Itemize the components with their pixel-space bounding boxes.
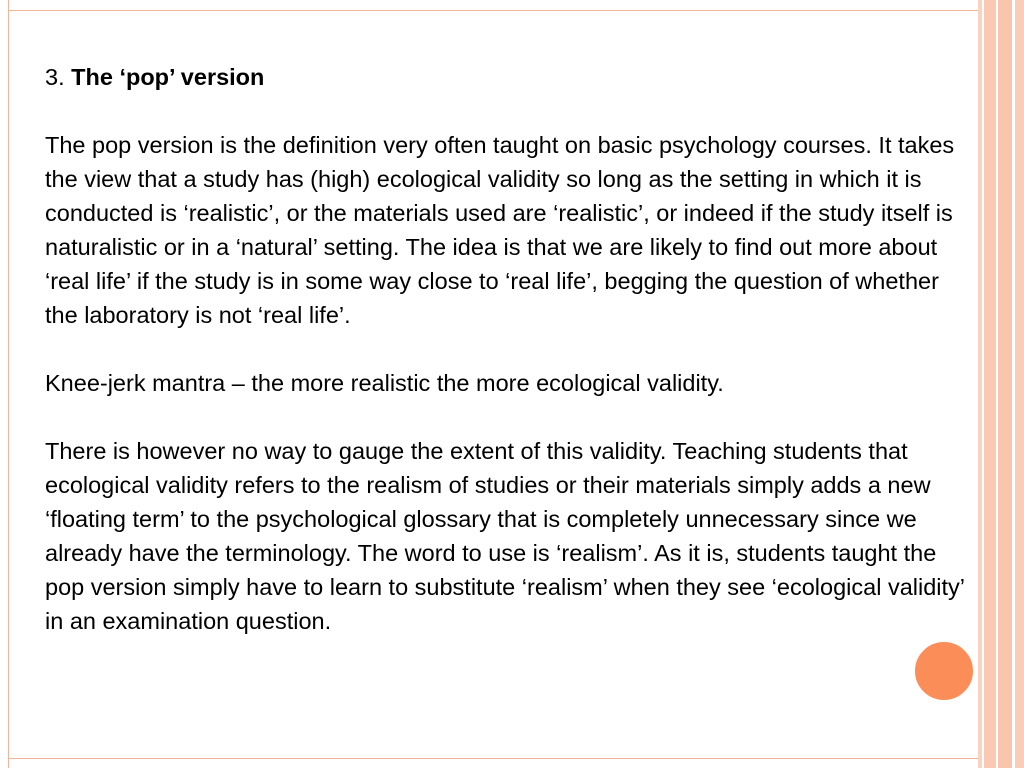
heading-title: The ‘pop’ version [71, 64, 265, 90]
stripe [998, 0, 1012, 768]
slide-body [45, 60, 975, 672]
section-heading [45, 60, 975, 94]
frame-top-line [8, 10, 978, 11]
paragraph-mantra: Knee-jerk mantra – the more realistic the more ecological validity. [45, 370, 724, 396]
stripe [984, 0, 996, 768]
heading-number: 3. [45, 64, 65, 90]
paragraph-no-gauge: There is however no way to gauge the extent of this validity. Teaching students that ecological validity refers to the realism of studies or their materials simply adds a new ‘floating term’ to the psychological glossary that is completely unnecessary since we already have the terminology. The word to use is ‘realism’. As it is, students taught the pop version simply have to learn to substitute ‘realism’ when they see ‘ecological validity’ in an examination question. [45, 438, 965, 634]
decorative-side-stripes [978, 0, 1024, 768]
stripe [1015, 0, 1024, 768]
frame-left-line [8, 0, 9, 768]
frame-bottom-line [8, 758, 978, 759]
paragraph-pop-version: The pop version is the definition very often taught on basic psychology courses. It takes the view that a study has (high) ecological validity so long as the setting in which it is conducted is ‘realistic’, or the materials used are ‘realistic’, or indeed if the study itself is naturalistic or in a ‘natural’ setting. The idea is that we are likely to find out more about ‘real life’ if the study is in some way close to ‘real life’, begging the question of whether the laboratory is not ‘real life’. [45, 132, 955, 328]
